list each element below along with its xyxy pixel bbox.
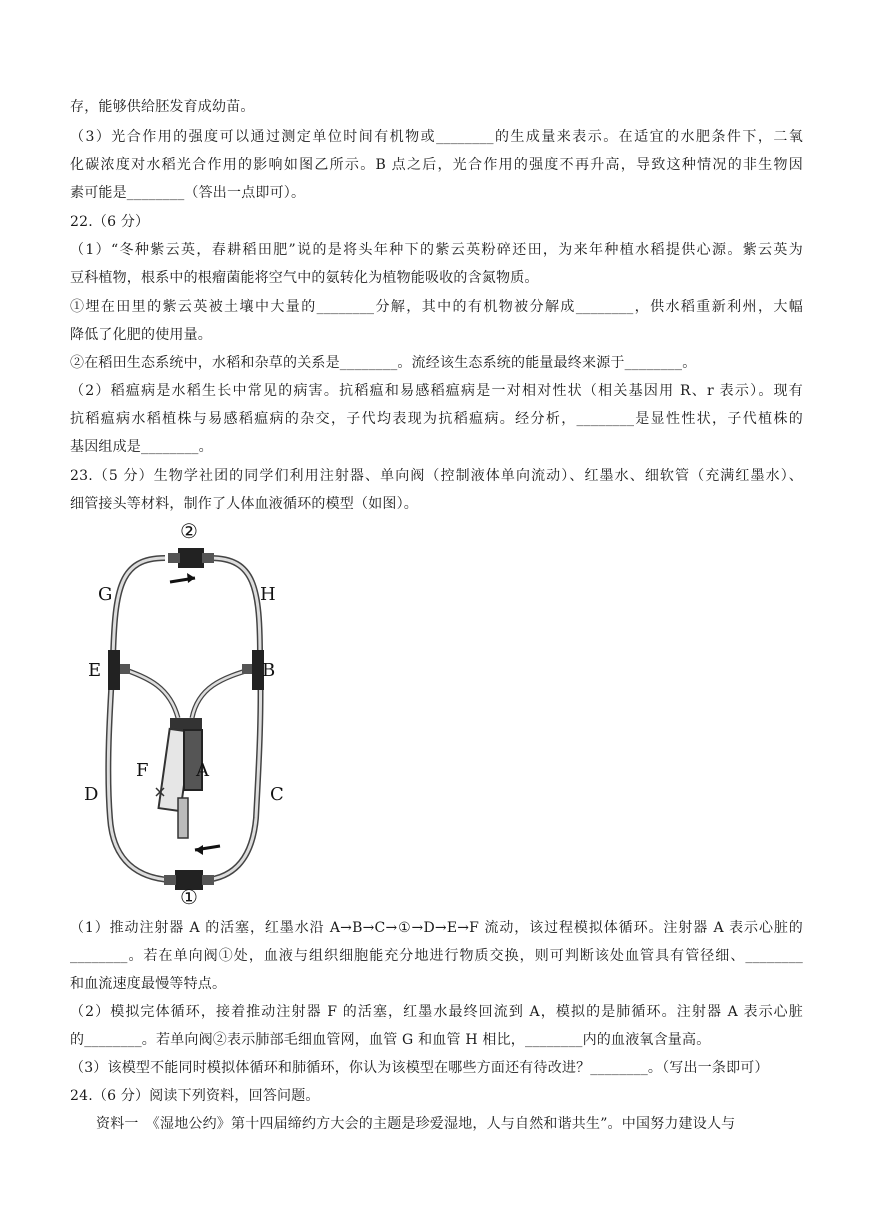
valve-top — [178, 548, 204, 568]
text-line: 素可能是________（答出一点即可）。 — [70, 185, 306, 201]
text-line: 基因组成是________。 — [70, 439, 213, 455]
text-line: 细管接头等材料，制作了人体血液循环的模型（如图）。 — [70, 496, 418, 512]
text-line: ①埋在田里的紫云英被土壤中大量的________分解，其中的有机物被分解成________，供水稻重新利州，大幅 — [70, 299, 803, 315]
label-h: H — [260, 584, 276, 605]
text-line: ②在稻田生态系统中，水稻和杂草的关系是________。流经该生态系统的能量最终来源于________。 — [70, 355, 697, 371]
label-valve-2: ② — [180, 519, 198, 543]
label-e: E — [88, 660, 102, 681]
label-b: B — [262, 660, 276, 681]
text-line: 化碳浓度对水稻光合作用的影响如图乙所示。B 点之后，光合作用的强度不再升高，导致这种情况的非生物因 — [70, 157, 803, 173]
text-line: 资料一 《湿地公约》第十四届缔约方大会的主题是珍爱湿地，人与自然和谐共生”。中国努力建设人与 — [96, 1116, 736, 1132]
question-number: 22.（6 分） — [70, 214, 150, 230]
syringe-head — [170, 718, 202, 730]
text-line: 的________。若单向阀②表示肺部毛细血管网，血管 G 和血管 H 相比，________内的血液氧含量高。 — [70, 1032, 711, 1048]
tube-right — [205, 558, 261, 880]
text-line: （1）“冬种紫云英，春耕稻田肥”说的是将头年种下的紫云英粉碎还田，为来年种植水稻提供心源。紫云英为 — [70, 242, 803, 258]
text-line: （1）推动注射器 A 的活塞，红墨水沿 A→B→C→①→D→E→F 流动，该过程模拟体循环。注射器 A 表示心脏的 — [70, 920, 803, 936]
circulation-model-diagram — [80, 518, 310, 908]
label-d: D — [84, 784, 99, 805]
label-c: C — [270, 784, 284, 805]
text-line: 豆科植物，根系中的根瘤菌能将空气中的氨转化为植物能吸收的含氮物质。 — [70, 270, 539, 286]
label-f: F — [136, 760, 149, 781]
text-line: 抗稻瘟病水稻植株与易感稻瘟病的杂交，子代均表现为抗稻瘟病。经分析，________是显性性状，子代植株的 — [70, 411, 803, 427]
text-line: ________。若在单向阀①处，血液与组织细胞能充分地进行物质交换，则可判断该处血管具有管径细、________ — [70, 948, 803, 964]
text-line: （3）该模型不能同时模拟体循环和肺循环，你认为该模型在哪些方面还有待改进？________。（写出一条即可） — [70, 1060, 769, 1076]
text-line: （2）模拟完体循环，接着推动注射器 F 的活塞，红墨水最终回流到 A，模拟的是肺循环。注射器 A 表示心脏 — [70, 1004, 803, 1020]
text-line: （2）稻瘟病是水稻生长中常见的病害。抗稻瘟和易感稻瘟病是一对相对性状（相关基因用 R、r 表示）。现有 — [70, 383, 803, 399]
question-number: 24.（6 分）阅读下列资料，回答问题。 — [70, 1088, 320, 1104]
connector-e — [108, 650, 120, 690]
circulation-model-figure — [80, 518, 310, 908]
label-a: A — [196, 760, 209, 781]
text-line: 降低了化肥的使用量。 — [70, 327, 212, 343]
text-line: （3）光合作用的强度可以通过测定单位时间有机物或________的生成量来表示。在适宜的水肥条件下，二氧 — [70, 129, 803, 145]
label-valve-1: ① — [180, 885, 198, 908]
text-line: 和血流速度最慢等特点。 — [70, 976, 227, 992]
question-number: 23.（5 分）生物学社团的同学们利用注射器、单向阀（控制液体单向流动）、红墨水、细软管（充满红墨水）、 — [70, 468, 803, 484]
text-line: 存，能够供给胚发育成幼苗。 — [70, 99, 255, 115]
label-g: G — [98, 584, 113, 605]
